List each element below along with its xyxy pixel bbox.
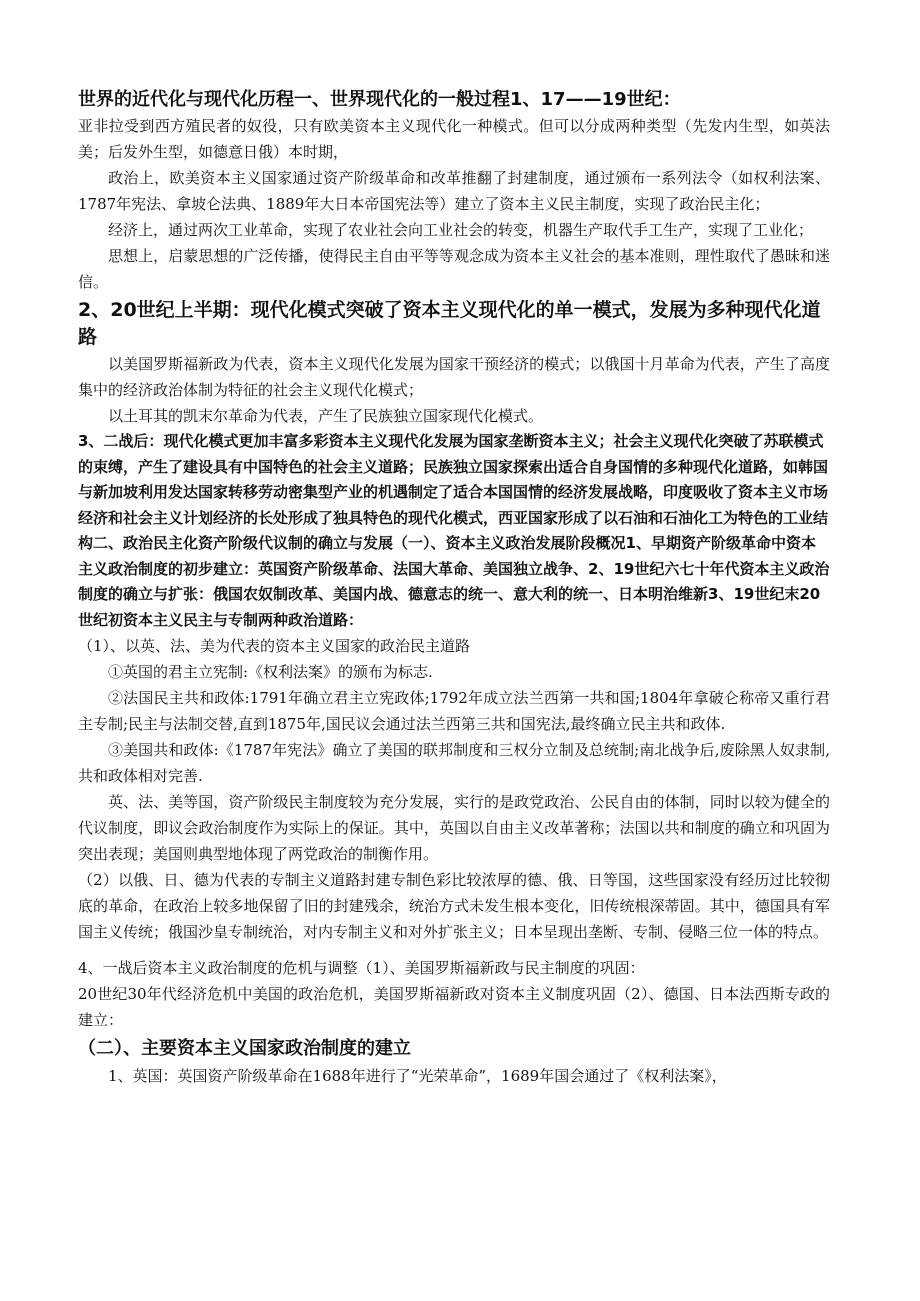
- paragraph: 以土耳其的凯末尔革命为代表，产生了民族独立国家现代化模式。: [108, 407, 544, 425]
- paragraph: 政治上，欧美资本主义国家通过资产阶级革命和改革推翻了封建制度，通过颁布一系列法令（如权利法案、1787年宪法、拿坡仑法典、1889年大日本帝国宪法等）建立了资本主义民主制度，实现了政治民主化；: [78, 169, 830, 213]
- paragraph: 1、英国：英国资产阶级革命在1688年进行了“光荣革命”，1689年国会通过了《权利法案》，: [108, 1067, 727, 1085]
- document-page: [78, 86, 830, 1089]
- paragraph: 英、法、美等国，资产阶级民主制度较为充分发展，实行的是政党政治、公民自由的体制，同时以较为健全的代议制度，即议会政治制度作为实际上的保证。其中，英国以自由主义改革著称；法国以共和制度的确立和巩固为突出表现；美国则典型地体现了两党政治的制衡作用。: [78, 793, 830, 863]
- paragraph: ②法国民主共和政体:1791年确立君主立宪政体;1792年成立法兰西第一共和国;1804年拿破仑称帝又重行君主专制;民主与法制交替,直到1875年,国民议会通过法兰西第三共和国宪法,最终确立民主共和政体.: [78, 689, 830, 733]
- paragraph: 4、一战后资本主义政治制度的危机与调整（1）、美国罗斯福新政与民主制度的巩固：: [78, 959, 645, 977]
- paragraph: 经济上，通过两次工业革命，实现了农业社会向工业社会的转变，机器生产取代手工生产，实现了工业化；: [108, 221, 814, 239]
- document-title: 世界的近代化与现代化历程一、世界现代化的一般过程1、17——19世纪：: [78, 89, 681, 110]
- paragraph: （1）、以英、法、美为代表的资本主义国家的政治民主道路: [78, 637, 471, 655]
- bold-section-block: 3、二战后：现代化模式更加丰富多彩资本主义现代化发展为国家垄断资本主义；社会主义现代化突破了苏联模式的束缚，产生了建设具有中国特色的社会主义道路；民族独立国家探索出适合自身国情的多种现代化道路，如韩国与新加坡利用发达国家转移劳动密集型产业的机遇制定了适合本国国情的经济发展战略，印度吸收了资本主义市场经济和社会主义计划经济的长处形成了独具特色的现代化模式，西亚国家形成了以石油和石油化工为特色的工业结构二、政治民主化资产阶级代议制的确立与发展（一）、资本主义政治发展阶段概况1、早期资产阶级革命中资本主义政治制度的初步建立：英国资产阶级革命、法国大革命、美国独立战争、2、19世纪六七十年代资本主义政治制度的确立与扩张：俄国农奴制改革、美国内战、德意志的统一、意大利的统一、日本明治维新3、19世纪末20世纪初资本主义民主与专制两种政治道路：: [78, 432, 830, 629]
- paragraph: （2）以俄、日、德为代表的专制主义道路封建专制色彩比较浓厚的德、俄、日等国，这些国家没有经历过比较彻底的革命，在政治上较多地保留了旧的封建残余，统治方式未发生根本变化，旧传统根深蒂固。其中，德国具有军国主义传统；俄国沙皇专制统治，对内专制主义和对外扩张主义；日本呈现出垄断、专制、侵略三位一体的特点。: [78, 871, 830, 941]
- paragraph: ①英国的君主立宪制:《权利法案》的颁布为标志.: [108, 663, 433, 681]
- section-heading: 2、20世纪上半期：现代化模式突破了资本主义现代化的单一模式，发展为多种现代化道路: [78, 299, 821, 348]
- paragraph: 思想上，启蒙思想的广泛传播，使得民主自由平等等观念成为资本主义社会的基本准则，理性取代了愚昧和迷信。: [78, 247, 830, 291]
- paragraph: ③美国共和政体:《1787年宪法》确立了美国的联邦制度和三权分立制及总统制;南北战争后,废除黑人奴隶制,共和政体相对完善.: [78, 741, 830, 785]
- paragraph: 亚非拉受到西方殖民者的奴役，只有欧美资本主义现代化一种模式。但可以分成两种类型（先发内生型，如英法美；后发外生型，如德意日俄）本时期，: [78, 117, 830, 161]
- paragraph: 20世纪30年代经济危机中美国的政治危机，美国罗斯福新政对资本主义制度巩固（2）、德国、日本法西斯专政的建立：: [78, 985, 830, 1029]
- paragraph: 以美国罗斯福新政为代表，资本主义现代化发展为国家干预经济的模式；以俄国十月革命为代表，产生了高度集中的经济政治体制为特征的社会主义现代化模式；: [78, 355, 830, 399]
- section-heading: （二）、主要资本主义国家政治制度的建立: [78, 1038, 411, 1059]
